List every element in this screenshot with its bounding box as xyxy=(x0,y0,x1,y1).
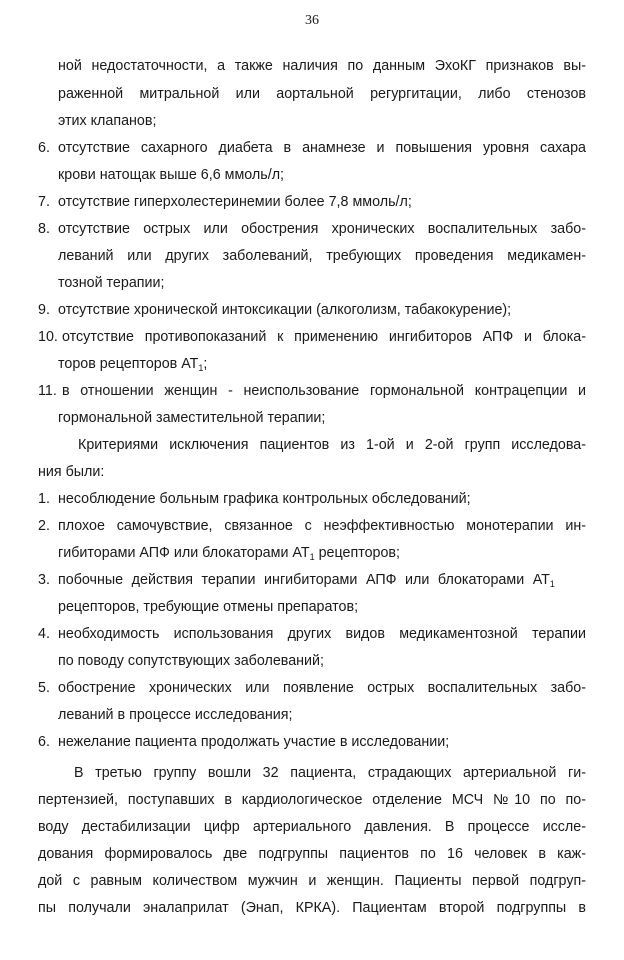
list-item xyxy=(38,192,586,212)
list-item xyxy=(38,300,586,320)
list-item xyxy=(38,138,586,158)
paragraph-line: В третью группу вошли 32 пациента, страдающих артериальной ги- xyxy=(74,765,586,781)
text-segment: рецепторов; xyxy=(314,545,400,561)
list-text: необходимость использования других видов медикаментозной терапии xyxy=(58,626,586,642)
list-number: 4. xyxy=(38,626,50,642)
list-item xyxy=(38,732,586,752)
paragraph-line: воду дестабилизации цифр артериального давления. В процессе иссле- xyxy=(38,819,586,835)
text-segment: торов рецепторов АТ xyxy=(58,356,199,372)
list-number: 1. xyxy=(38,491,50,507)
list-number: 7. xyxy=(38,194,50,210)
list-item xyxy=(38,381,586,401)
list-number: 3. xyxy=(38,572,50,588)
subscript: 1 xyxy=(198,363,204,373)
list-text: несоблюдение больным графика контрольных обследований; xyxy=(58,491,471,507)
text-line: раженной митральной или аортальной регургитации, либо стенозов xyxy=(58,86,586,102)
list-number: 5. xyxy=(38,680,50,696)
text-line: рецепторов, требующие отмены препаратов; xyxy=(58,599,359,615)
paragraph-line: пы получали эналаприлат (Энап, КРКА). Пациентам второй подгруппы в xyxy=(38,900,586,916)
list-number: 10. xyxy=(38,329,58,345)
list-text: обострение хронических или появление острых воспалительных забо- xyxy=(58,680,586,696)
list-number: 11. xyxy=(38,383,57,399)
list-text: отсутствие противопоказаний к применению ингибиторов АПФ и блока- xyxy=(62,329,586,345)
list-text: отсутствие острых или обострения хронических воспалительных забо- xyxy=(58,221,586,237)
page-number: 36 xyxy=(305,13,319,28)
text-segment: гибиторами АПФ или блокаторами АТ xyxy=(58,545,310,561)
text-line: этих клапанов; xyxy=(58,113,157,129)
text-line: по поводу сопутствующих заболеваний; xyxy=(58,653,324,669)
text-line xyxy=(58,543,586,563)
list-text: побочные действия терапии ингибиторами АПФ или блокаторами АТ xyxy=(58,572,550,588)
paragraph-line: пертензией, поступавших в кардиологическое отделение МСЧ №10 по по- xyxy=(38,792,586,808)
list-item xyxy=(38,678,586,698)
list-item xyxy=(38,570,586,590)
list-text: плохое самочувствие, связанное с неэффективностью монотерапии ин- xyxy=(58,518,586,534)
text-line: ной недостаточности, а также наличия по данным ЭхоКГ признаков вы- xyxy=(58,58,586,74)
text-line xyxy=(58,354,586,374)
paragraph-line: дования формировалось две подгруппы пациентов по 16 человек в каж- xyxy=(38,846,586,862)
paragraph-line: Критериями исключения пациентов из 1-ой и 2-ой групп исследова- xyxy=(78,437,586,453)
subscript: 1 xyxy=(309,552,315,562)
subscript: 1 xyxy=(549,579,555,589)
text-line: гормональной заместительной терапии; xyxy=(58,410,326,426)
list-text: отсутствие хронической интоксикации (алкоголизм, табакокурение); xyxy=(58,302,512,318)
paragraph-line: дой с равным количеством мужчин и женщин. Пациенты первой подгруп- xyxy=(38,873,586,889)
text-line: леваний в процессе исследования; xyxy=(58,707,293,723)
text-segment: ; xyxy=(203,356,208,372)
paragraph-line: ния были: xyxy=(38,464,105,480)
list-number: 6. xyxy=(38,140,50,156)
list-text: в отношении женщин - неиспользование гормональной контрацепции и xyxy=(62,383,586,399)
list-item xyxy=(38,489,586,509)
list-item xyxy=(38,327,586,347)
list-text: отсутствие гиперхолестеринемии более 7,8 ммоль/л; xyxy=(58,194,412,210)
list-number: 8. xyxy=(38,221,50,237)
list-text: отсутствие сахарного диабета в анамнезе и повышения уровня сахара xyxy=(58,140,586,156)
list-number: 9. xyxy=(38,302,50,318)
text-line: леваний или других заболеваний, требующих проведения медикамен- xyxy=(58,248,586,264)
list-number: 6. xyxy=(38,734,50,750)
text-line: крови натощак выше 6,6 ммоль/л; xyxy=(58,167,285,183)
list-item xyxy=(38,516,586,536)
text-line: тозной терапии; xyxy=(58,275,165,291)
list-item xyxy=(38,624,586,644)
list-text: нежелание пациента продолжать участие в исследовании; xyxy=(58,734,450,750)
list-number: 2. xyxy=(38,518,50,534)
list-item xyxy=(38,219,586,239)
